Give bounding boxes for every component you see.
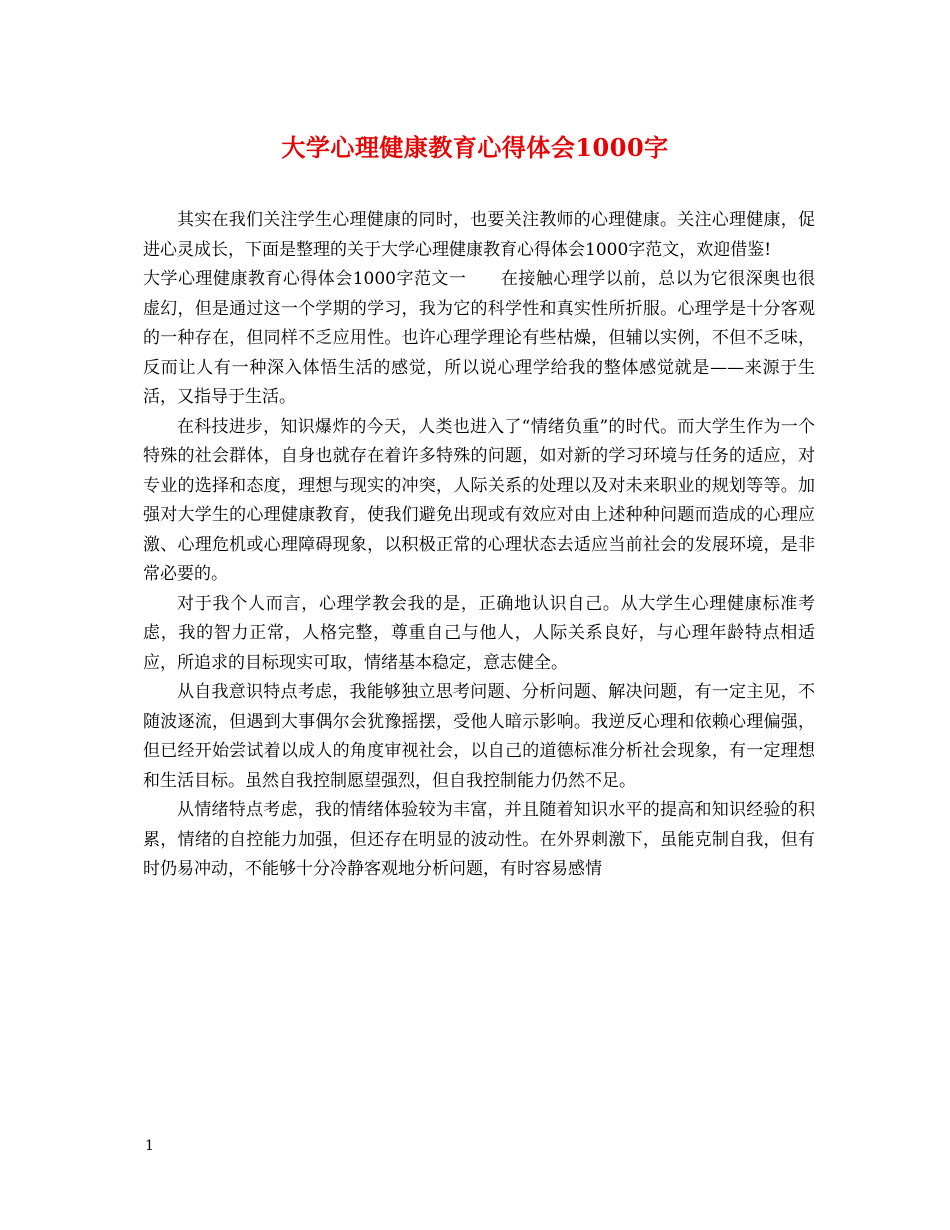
paragraph-emotion-traits: 从情绪特点考虑，我的情绪体验较为丰富，并且随着知识水平的提高和知识经验的积累，情绪的自控能力加强，但还存在明显的波动性。在外界刺激下，虽能克制自我，但有时仍易冲动，不能够十分冷静客观地分析问题，有时容易感情 (143, 800, 815, 879)
paragraph-self-knowledge: 对于我个人而言，心理学教会我的是，正确地认识自己。从大学生心理健康标准考虑，我的智力正常，人格完整，尊重自己与他人，人际关系良好，与心理年龄特点相适应，所追求的目标现实可取，情绪基本稳定，意志健全。 (143, 593, 815, 673)
section-heading: 大学心理健康教育心得体会1000字范文一 (143, 269, 467, 289)
paragraph-intro: 其实在我们关注学生心理健康的同时，也要关注教师的心理健康。关注心理健康，促进心灵成长，下面是整理的关于大学心理健康教育心得体会1000字范文，欢迎借鉴! (143, 210, 815, 260)
document-title: 大学心理健康教育心得体会1000字 (281, 133, 669, 162)
paragraph-self-awareness: 从自我意识特点考虑，我能够独立思考问题、分析问题、解决问题，有一定主见，不随波逐流，但遇到大事偶尔会犹豫摇摆，受他人暗示影响。我逆反心理和依赖心理偏强，但已经开始尝试着以成人的角度审视社会，以自己的道德标准分析社会现象，有一定理想和生活目标。虽然自我控制愿望强烈，但自我控制能力仍然不足。 (143, 682, 815, 791)
paragraph-emotional-era: 在科技进步，知识爆炸的今天，人类也进入了“情绪负重”的时代。而大学生作为一个特殊的社会群体，自身也就存在着许多特殊的问题，如对新的学习环境与任务的适应，对专业的选择和态度，理想与现实的冲突，人际关系的处理以及对未来职业的规划等等。加强对大学生的心理健康教育，使我们避免出现或有效应对由上述种种问题而造成的心理应激、心理危机或心理障碍现象，以积极正常的心理状态去适应当前社会的发展环境，是非常必要的。 (143, 416, 815, 584)
document-body (143, 206, 815, 885)
page-number: 1 (145, 1138, 154, 1154)
paragraph-section-one (143, 265, 815, 413)
section-one-text: 在接触心理学以前，总以为它很深奥也很虚幻，但是通过这一个学期的学习，我为它的科学性和真实性所折服。心理学是十分客观的一种存在，但同样不乏应用性。也许心理学理论有些枯燥，但辅以实例，不但不乏味，反而让人有一种深入体悟生活的感觉，所以说心理学给我的整体感觉就是——来源于生活，又指导于生活。 (143, 269, 816, 407)
